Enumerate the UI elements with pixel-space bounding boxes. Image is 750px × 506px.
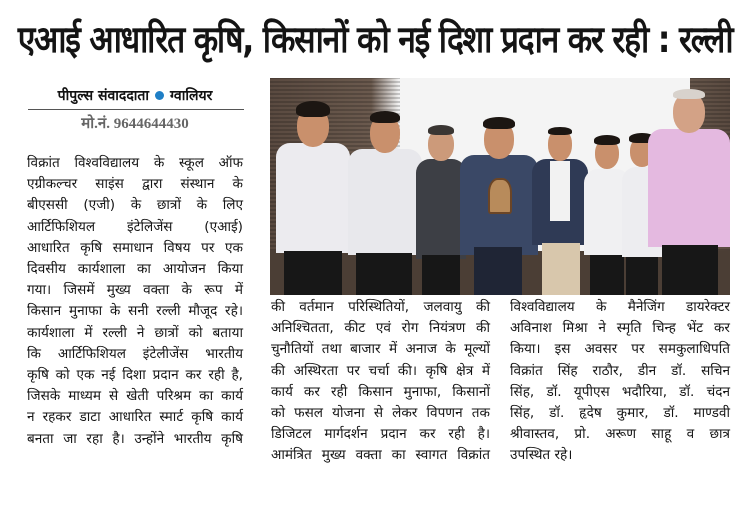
article-line: बीएससी (एजी) के छात्रों के लिए (27, 197, 243, 214)
article-line: आधारित कृषि समाधान विषय पर एक (27, 239, 243, 256)
article-column-3 (510, 297, 730, 467)
reporter-credit: पीपुल्स संवाददाता (57, 88, 149, 104)
person-5 (532, 127, 588, 295)
article-column-1 (27, 153, 243, 450)
article-line: न रहकर डाटा आधारित स्मार्ट कृषि कार्य (27, 409, 243, 426)
headline: एआई आधारित कृषि, किसानों को नई दिशा प्रदान कर रही : रल्ली (17, 17, 733, 61)
article-line: आर्टिफिशियल इंटेलिजेंस (एआई) (27, 218, 243, 235)
article-line: उपस्थित रहे। (510, 447, 573, 464)
article-line: कार्यशाला में रल्ली ने छात्रों को बताया (27, 324, 243, 341)
byline (24, 86, 246, 105)
person-2 (348, 109, 422, 295)
article-column-2 (271, 297, 490, 467)
person-3 (416, 125, 466, 295)
reporter-phone: मो.नं. 9644644430 (81, 116, 189, 132)
article-line: विक्रांत सिंह राठौर, डीन डॉ. सचिन (510, 362, 730, 379)
person-8 (648, 85, 730, 295)
article-line: अनिश्चितता, कीट एवं रोग नियंत्रण की (271, 320, 490, 337)
article-line: कार्य कर रही किसान मुनाफा, किसानों (271, 383, 490, 400)
article-line: सिंह, डॉ. हृदेष कुमार, डॉ. माण्डवी (510, 405, 730, 422)
news-photo (270, 78, 730, 295)
bullet-dot-icon (155, 91, 164, 100)
article-line: किया। इस अवसर पर समकुलाधिपति (510, 341, 730, 358)
article-line: गया। जिसमें मुख्य वक्ता के रूप में (27, 282, 243, 299)
article-line: अविनाश मिश्रा ने स्मृति चिन्ह भेंट कर (510, 320, 730, 337)
article-line: विक्रांत विश्वविद्यालय के स्कूल ऑफ (27, 155, 243, 171)
article-line: एग्रीकल्चर साइंस द्वारा संस्थान के (27, 176, 243, 193)
article-line: आमंत्रित मुख्य वक्ता का स्वागत विक्रांत (271, 447, 490, 464)
article-line: सिंह, डॉ. यूपीएस भदौरिया, डॉ. चंदन (510, 383, 730, 400)
dateline-location: ग्वालियर (170, 88, 213, 104)
article-line: किसान मुनाफा के सनी रल्ली मौजूद रहे। (27, 303, 243, 320)
article-line: कृषि को एक नई दिशा प्रदान कर रही है, (27, 367, 243, 384)
person-1 (276, 95, 350, 295)
article-line: की वर्तमान परिस्थितियों, जलवायु की (271, 299, 490, 315)
article-line: जिसके माध्यम से खेती परिश्रम का कार्य (27, 388, 243, 405)
article-line: चुनौतियों तथा बाजार में अनाज के मूल्यों (271, 341, 490, 358)
article-line: कि आर्टिफिशियल इंटेलीजेंस भारतीय (27, 345, 243, 362)
article-line: की अस्थिरता पर चर्चा की। कृषि क्षेत्र में (271, 362, 490, 379)
byline-divider (28, 109, 244, 110)
memento-plaque (488, 178, 512, 214)
article-line: श्रीवास्तव, प्रो. अरूण साहू व छात्र (510, 426, 730, 443)
article-line: दिवसीय कार्यशाला का आयोजन किया (27, 261, 243, 278)
article-line: बनता जा रहा है। उन्होंने भारतीय कृषि (27, 430, 243, 447)
article-line: को फसल योजना से लेकर विपणन तक (271, 405, 490, 422)
article-line: विश्वविद्यालय के मैनेजिंग डायरेक्टर (510, 299, 730, 315)
article-line: डिजिटल मार्गदर्शन प्रदान कर रही है। (271, 426, 490, 443)
